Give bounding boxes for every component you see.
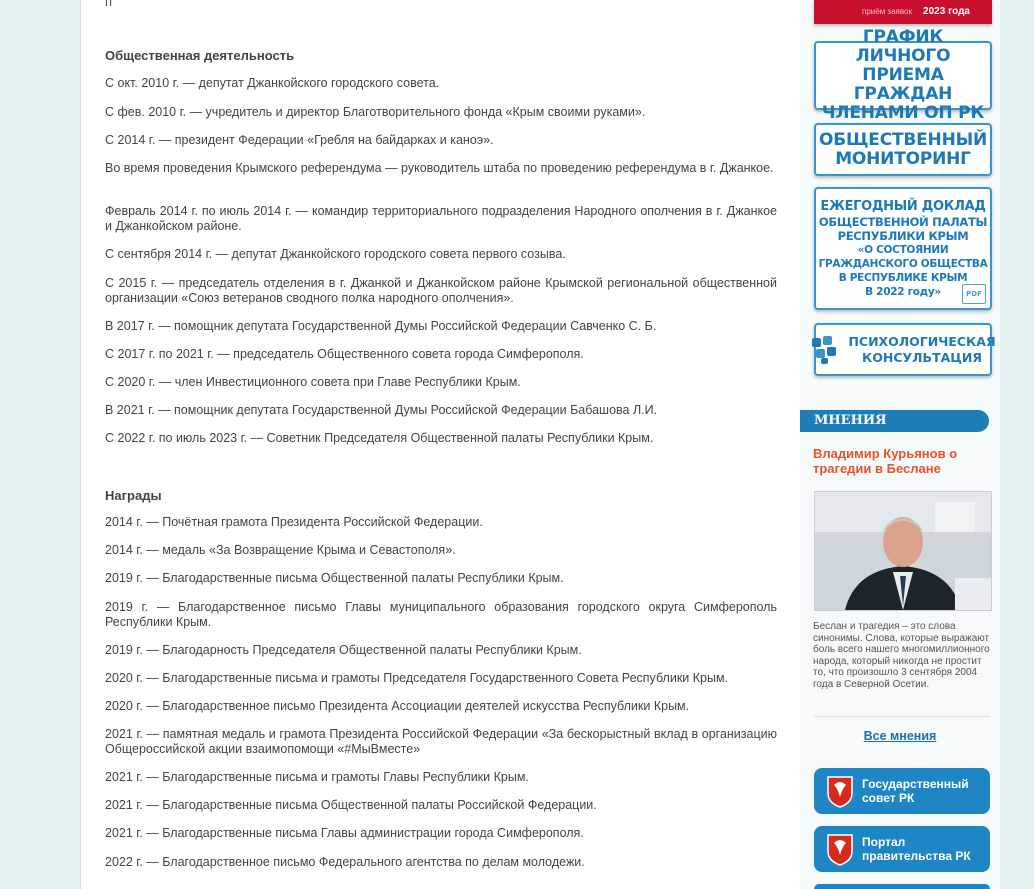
government-portal-link[interactable] bbox=[814, 826, 990, 872]
next-link-button[interactable] bbox=[814, 884, 990, 889]
award-item: 2022 г. — Благодарственное письмо Федерального агентства по делам молодежи. bbox=[105, 855, 585, 869]
pdf-icon: PDF bbox=[962, 284, 986, 304]
activity-item: С 2020 г. — член Инвестиционного совета при Главе Республики Крым. bbox=[105, 375, 521, 389]
cut-off-text: п bbox=[105, 0, 113, 9]
banner-line: ОБЩЕСТВЕННОЙ ПАЛАТЫ bbox=[818, 214, 988, 229]
applications-banner[interactable] bbox=[814, 0, 992, 24]
crimea-emblem-icon bbox=[824, 831, 856, 867]
state-council-link[interactable] bbox=[814, 768, 990, 814]
banner-line: ПРИЕМА ГРАЖДАН bbox=[853, 65, 953, 104]
award-item: 2021 г. — Благодарственные письма и грамоты Главы Республики Крым. bbox=[105, 770, 529, 784]
public-monitoring-banner[interactable] bbox=[814, 123, 992, 176]
section-title-public-activity: Общественная деятельность bbox=[105, 48, 295, 63]
activity-item: С сентября 2014 г. — депутат Джанкойского городского совета первого созыва. bbox=[105, 247, 566, 261]
banner-line: ГРАЖДАНСКОГО ОБЩЕСТВА bbox=[818, 257, 988, 270]
section-title-awards: Награды bbox=[105, 488, 162, 503]
all-opinions-link[interactable]: Все мнения bbox=[863, 729, 937, 743]
award-item: 2020 г. — Благодарственное письмо Президента Ассоциации деятелей искусства Республики Крым. bbox=[105, 699, 690, 713]
award-item: 2019 г. — Благодарность Председателя Общественной палаты Республики Крым. bbox=[105, 643, 582, 657]
divider bbox=[814, 716, 990, 717]
activity-item: С 2014 г. — президент Федерации «Гребля на байдарках и каноэ». bbox=[105, 133, 494, 147]
annual-report-banner[interactable] bbox=[814, 187, 992, 310]
award-item: 2021 г. — Благодарственные письма Общественной палаты Российской Федерации. bbox=[105, 798, 597, 812]
reception-schedule-banner[interactable] bbox=[814, 27, 992, 123]
applications-banner-small: приём заявок bbox=[862, 7, 912, 16]
gov-link-line2: правительства РК bbox=[862, 849, 971, 863]
banner-line: В РЕСПУБЛИКЕ КРЫМ bbox=[838, 271, 968, 284]
opinion-title-link[interactable]: Владимир Курьянов о трагедии в Беслане bbox=[813, 446, 958, 476]
award-item: 2019 г. — Благодарственные письма Общественной палаты Республики Крым. bbox=[105, 571, 564, 585]
activity-item: Во время проведения Крымского референдума — руководитель штаба по проведению референдума в г. Джанкое. bbox=[105, 161, 774, 175]
opinions-header: МНЕНИЯ bbox=[800, 410, 989, 432]
award-item: 2019 г. — Благодарственное письмо Главы муниципального образования городского округа Симферополь Республики Крым. bbox=[105, 600, 777, 629]
banner-line: РЕСПУБЛИКИ КРЫМ bbox=[837, 228, 969, 243]
banner-line: ОБЩЕСТВЕННЫЙ bbox=[818, 129, 988, 150]
banner-line: ГРАФИК ЛИЧНОГО bbox=[855, 27, 951, 66]
main-content bbox=[80, 0, 802, 889]
opinion-excerpt: Беслан и трагедия – это слова синонимы. Слова, которые выражают боль всего нашего многомиллионного народа, который никогда не простит то, что произошло 3 сентября 2004 года в Северной Осетии. bbox=[813, 621, 990, 690]
activity-item: С окт. 2010 г. — депутат Джанкойского городского совета. bbox=[105, 76, 440, 90]
applications-banner-year: 2023 года bbox=[923, 6, 970, 17]
brain-puzzle-icon bbox=[810, 334, 846, 366]
crimea-emblem-icon bbox=[824, 773, 856, 809]
banner-line: КОНСУЛЬТАЦИЯ bbox=[862, 349, 982, 365]
award-item: 2014 г. — медаль «За Возвращение Крыма и Севастополя». bbox=[105, 543, 456, 557]
banner-line: ЧЛЕНАМИ ОП РК bbox=[821, 103, 985, 123]
activity-item: С 2015 г. — председатель отделения в г. Джанкой и Джанкойском районе Крымской региональной общественной организации «Союз ветеранов сводного полка народного ополчения». bbox=[105, 276, 777, 305]
banner-line: ПСИХОЛОГИЧЕСКАЯ bbox=[848, 333, 996, 349]
award-item: 2014 г. — Почётная грамота Президента Российской Федерации. bbox=[105, 515, 483, 529]
gov-link-line1: Портал bbox=[862, 835, 906, 849]
banner-line: В 2022 году» bbox=[865, 285, 941, 298]
activity-item: С фев. 2010 г. — учредитель и директор Благотворительного фонда «Крым своими руками». bbox=[105, 105, 646, 119]
banner-line: МОНИТОРИНГ bbox=[835, 148, 971, 169]
activity-item: С 2022 г. по июль 2023 г. — Советник Председателя Общественной палаты Республики Крым. bbox=[105, 431, 654, 445]
gov-link-line1: Государственный bbox=[862, 777, 969, 791]
activity-item: Февраль 2014 г. по июль 2014 г. — командир территориального подразделения Народного ополчения в г. Джанкое и Джанкойском районе. bbox=[105, 204, 777, 233]
activity-item: С 2017 г. по 2021 г. — председатель Общественного совета города Симферополя. bbox=[105, 347, 584, 361]
gov-link-line2: совет РК bbox=[862, 791, 915, 805]
opinion-photo[interactable] bbox=[814, 491, 992, 611]
award-item: 2021 г. — памятная медаль и грамота Президента Российской Федерации «За бескорыстный вклад в организацию Общероссийской акции взаимопомощи «#МыВместе» bbox=[105, 727, 777, 756]
banner-line: ЕЖЕГОДНЫЙ ДОКЛАД bbox=[820, 198, 986, 214]
award-item: 2020 г. — Благодарственные письма и грамоты Председателя Государственного Совета Республики Крым. bbox=[105, 671, 729, 685]
activity-item: В 2021 г. — помощник депутата Государственной Думы Российской Федерации Бабашова Л.И. bbox=[105, 403, 658, 417]
sidebar bbox=[800, 0, 1000, 889]
psychological-consultation-banner[interactable] bbox=[814, 323, 996, 376]
banner-line: «О СОСТОЯНИИ bbox=[857, 243, 949, 256]
activity-item: В 2017 г. — помощник депутата Государственной Думы Российской Федерации Савченко С. Б. bbox=[105, 319, 657, 333]
award-item: 2021 г. — Благодарственные письма Главы администрации города Симферополя. bbox=[105, 826, 584, 840]
